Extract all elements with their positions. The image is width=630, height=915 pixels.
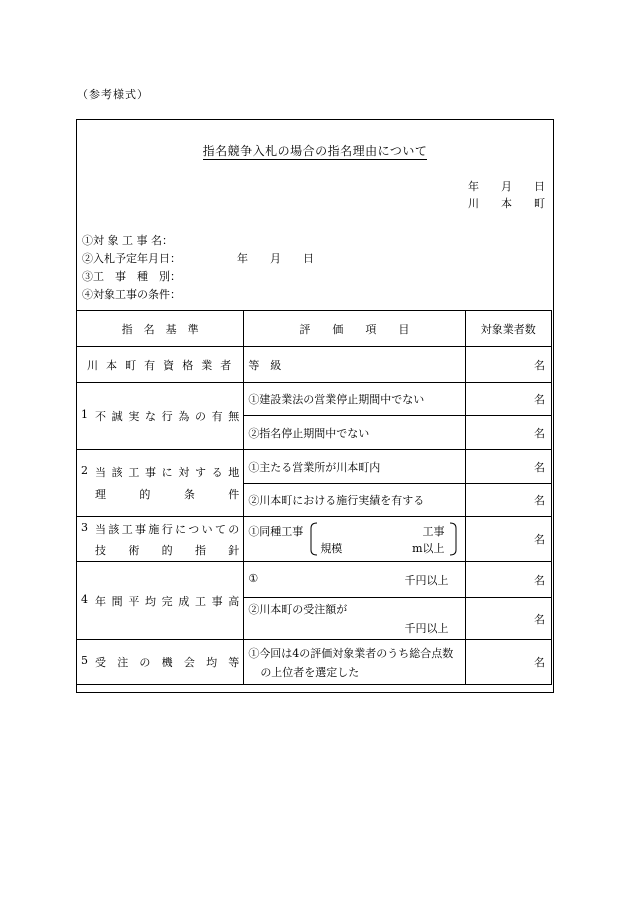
item-equal-line2: の上位者を選定した	[260, 665, 360, 679]
table-row	[77, 383, 552, 416]
field-project-name: ①対 象 工 事 名：	[82, 234, 173, 247]
row-number: 4	[81, 592, 88, 606]
criterion-tech-line1: 当該工事施行についての	[95, 522, 240, 536]
count-unit: 名	[465, 562, 551, 598]
item-main-office: ①主たる営業所が川本町内	[244, 450, 465, 484]
table-row	[77, 640, 552, 685]
designation-reason-form	[76, 119, 554, 693]
count-unit: 名	[465, 640, 551, 685]
form-title-wrap	[77, 142, 553, 159]
item-grade: 等 級	[244, 347, 465, 383]
issuer-name: 川 本 町	[468, 197, 545, 210]
item-scale-label: 規模	[320, 542, 343, 555]
table-header-row	[77, 311, 552, 347]
item-no-suspension: ①建設業法の営業停止期間中でない	[244, 383, 465, 416]
table-row	[77, 517, 552, 562]
item-orders-line1: ②川本町の受注額が	[248, 603, 348, 616]
criterion-annual-sales: 年間平均完成工事高	[95, 594, 240, 608]
field-bid-date: ②入札予定年月日：	[82, 252, 181, 265]
count-unit: 名	[465, 598, 551, 640]
item-same-work-prefix: ①同種工事	[248, 525, 304, 538]
count-unit: 名	[465, 517, 551, 562]
row-number: 5	[81, 654, 88, 667]
form-title: 指名競争入札の場合の指名理由について	[202, 144, 428, 158]
right-bracket-icon	[449, 522, 457, 556]
criterion-tech-line2: 技 術 的 指 針	[95, 543, 240, 557]
document-date: 年 月 日	[468, 180, 545, 193]
table-row	[77, 347, 552, 383]
table-row	[77, 562, 552, 598]
criterion-qualified: 川本町有資格業者	[87, 358, 232, 372]
count-unit: 名	[465, 484, 551, 517]
item-track-record: ②川本町における施行実績を有する	[244, 484, 465, 517]
reference-format-label: （参考様式）	[77, 88, 149, 101]
field-work-type: ③工 事 種 別：	[82, 270, 181, 283]
item-annual-suffix: 千円以上	[404, 573, 449, 587]
count-unit: 名	[465, 416, 551, 450]
criterion-geo-line1: 当該工事に対する地	[95, 466, 240, 479]
header-evaluation: 評 価 項 目	[244, 311, 465, 347]
left-bracket-icon	[310, 522, 318, 556]
item-no-designation-stop: ②指名停止期間中でない	[244, 416, 465, 450]
count-unit: 名	[465, 347, 551, 383]
item-orders-line2: 千円以上	[404, 622, 449, 635]
criterion-equal-opportunity: 受注の機会均等	[95, 656, 240, 669]
item-scale-unit: m以上	[412, 542, 445, 555]
count-unit: 名	[465, 383, 551, 416]
criteria-table	[76, 310, 552, 685]
field-conditions: ④対象工事の条件：	[82, 288, 181, 301]
field-bid-date-value: 年 月 日	[237, 252, 314, 265]
row-number: 3	[81, 520, 88, 534]
item-equal-line1: ①今回は4の評価対象業者のうち総合点数	[248, 646, 454, 660]
header-criteria: 指 名 基 準	[77, 311, 244, 347]
criterion-geo-line2: 理 的 条 件	[95, 488, 240, 501]
item-same-work-kouji: 工事	[422, 525, 445, 538]
count-unit: 名	[465, 450, 551, 484]
item-annual-prefix: ①	[248, 571, 259, 585]
table-row	[77, 450, 552, 484]
row-number: 2	[81, 464, 88, 477]
criterion-dishonesty: 不誠実な行為の有無	[95, 410, 240, 423]
row-number: 1	[81, 408, 88, 421]
header-count: 対象業者数	[465, 311, 551, 347]
